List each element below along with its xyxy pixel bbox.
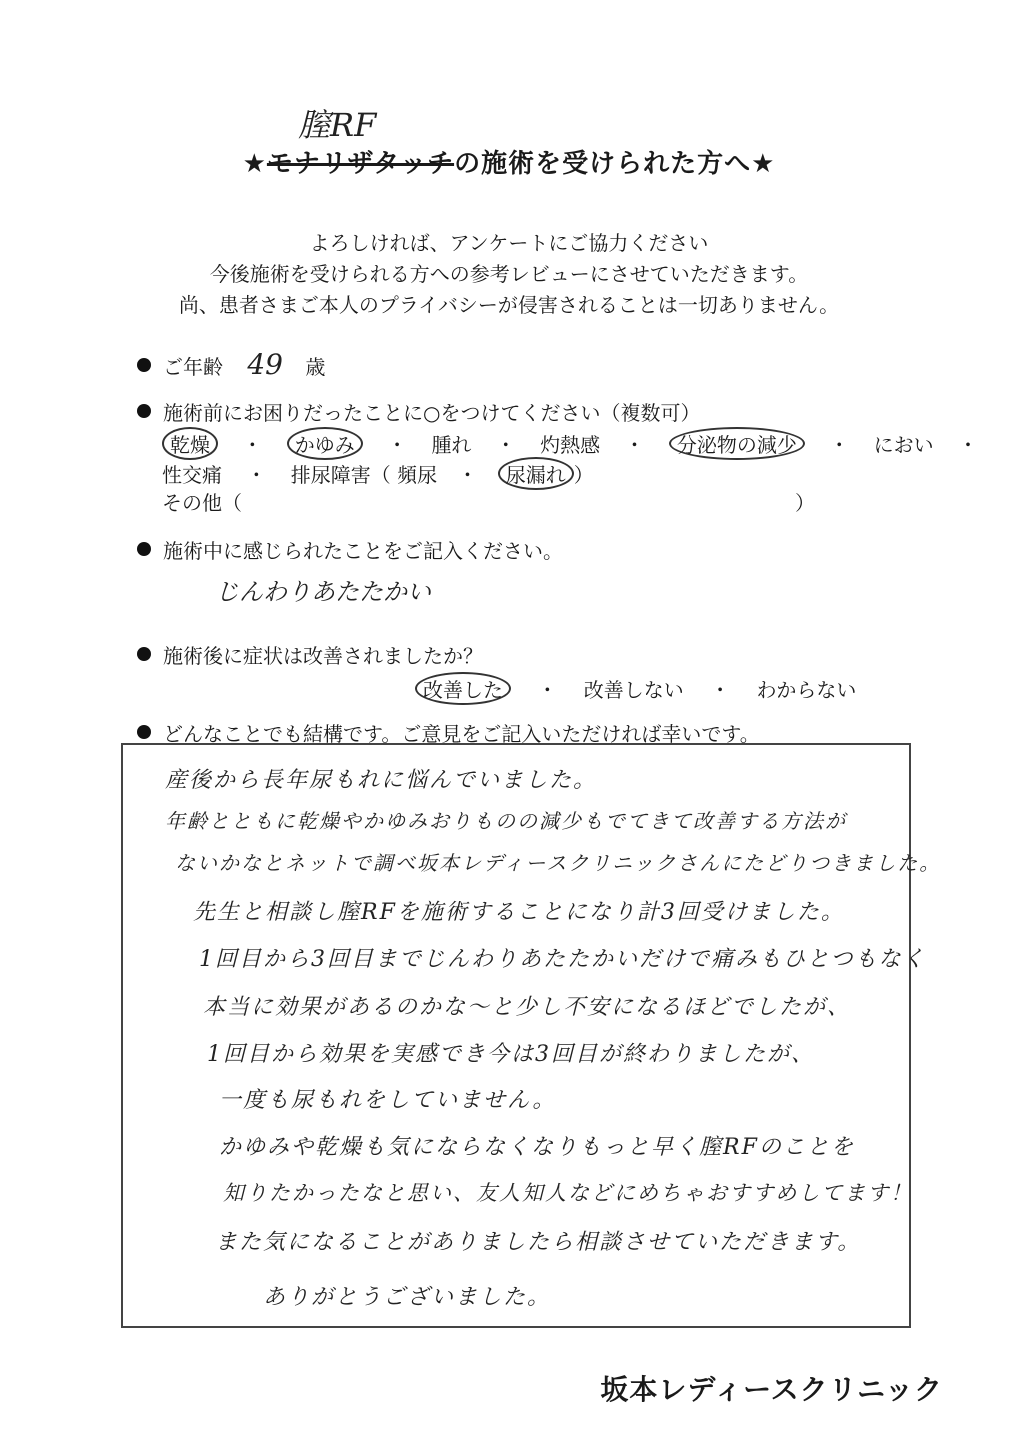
option-swelling: 腫れ [431, 433, 472, 457]
during-answer: じんわりあたたかい [215, 578, 431, 606]
paren-close: ） [573, 463, 594, 487]
separator: ・ [242, 433, 263, 457]
separator: ・ [624, 433, 645, 457]
star-icon: ★ [751, 149, 776, 179]
age-label: ご年齢 [163, 355, 223, 379]
title-suffix: の施術を受けられた方へ [454, 149, 752, 179]
comment-line: かゆみや乾燥も気にならなくなりもっと早く膣RFのことを [219, 1135, 855, 1160]
bullet-icon [137, 725, 151, 739]
before-options-row-1 [162, 427, 978, 460]
option-incontinence: 尿漏れ [498, 457, 574, 490]
other-label: その他（ [162, 491, 242, 515]
option-unknown: わからない [756, 678, 857, 702]
separator: ・ [495, 433, 516, 457]
bullet-icon [137, 542, 151, 556]
option-dryness: 乾燥 [162, 427, 218, 460]
option-frequent-urination: 頻尿 [397, 463, 438, 487]
option-dyspareunia: 性交痛 [162, 463, 222, 487]
intro-line-2: 今後施術を受けられる方への参考レビューにさせていただきます。 [209, 262, 809, 286]
comment-line: 1回目から効果を実感でき今は3回目が終わりましたが、 [207, 1042, 815, 1067]
comment-line: 一度も尿もれをしていません。 [219, 1088, 557, 1113]
before-label: 施術前にお困りだったことに○をつけてください（複数可） [163, 401, 701, 425]
comment-line: 先生と相談し膣RFを施術することになり計3回受けました。 [193, 900, 845, 925]
comment-box [121, 743, 942, 1328]
after-label: 施術後に症状は改善されましたか？ [163, 644, 483, 668]
bullet-icon [137, 404, 151, 418]
separator: ・ [829, 433, 850, 457]
comment-line: 知りたかったなと思い、友人知人などにめちゃおすすめしてます！ [223, 1181, 914, 1205]
other-close: ） [795, 491, 815, 515]
option-odor: におい [873, 433, 934, 457]
question-age [137, 348, 325, 381]
page-title [0, 143, 1018, 180]
after-options [415, 672, 856, 705]
option-improved: 改善した [415, 672, 511, 705]
comment-line: 1回目から3回目までじんわりあたたかいだけで痛みもひとつもなく [199, 947, 927, 972]
question-during [137, 535, 563, 564]
age-unit: 歳 [305, 355, 326, 379]
clinic-name: 坂本レディースクリニック [600, 1373, 943, 1406]
option-discharge-decrease: 分泌物の減少 [669, 427, 805, 460]
handwritten-title: 膣RF [298, 106, 377, 144]
intro-line-3: 尚、患者さまご本人のプライバシーが侵害されることは一切ありません。 [178, 293, 840, 317]
separator: ・ [246, 463, 267, 487]
separator: ・ [457, 463, 478, 487]
comment-line: ないかなとネットで調べ坂本レディースクリニックさんにたどりつきました。 [175, 851, 942, 875]
question-before [137, 397, 700, 426]
struck-product-name: モナリザタッチ [266, 149, 455, 179]
comment-line: ありがとうございました。 [263, 1285, 552, 1310]
separator: ・ [710, 678, 731, 702]
separator: ・ [387, 433, 408, 457]
comment-line: また気になることがありましたら相談させていただきます。 [215, 1230, 862, 1255]
bullet-icon [137, 647, 151, 661]
comment-line: 本当に効果があるのかな～と少し不安になるほどでしたが、 [203, 995, 852, 1020]
before-other [162, 487, 242, 516]
option-itch: かゆみ [287, 427, 363, 460]
comment-line: 産後から長年尿もれに悩んでいました。 [165, 768, 598, 793]
bullet-icon [137, 358, 151, 372]
comment-line: 年齢とともに乾燥やかゆみおりものの減少もでてきて改善する方法が [165, 809, 847, 833]
separator: ・ [957, 433, 978, 457]
option-not-improved: 改善しない [583, 678, 684, 702]
option-urination-disorder: 排尿障害（ [290, 463, 391, 487]
question-after [137, 640, 483, 669]
comment-label: どんなことでも結構です。ご意見をご記入いただければ幸いです。 [163, 722, 760, 746]
before-options-row-2 [162, 457, 594, 490]
star-icon: ★ [242, 149, 267, 179]
intro-line-1: よろしければ、アンケートにご協力ください [309, 231, 709, 255]
age-value: 49 [247, 348, 283, 381]
option-burning: 灼熱感 [540, 433, 601, 457]
separator: ・ [537, 678, 558, 702]
during-label: 施術中に感じられたことをご記入ください。 [163, 539, 563, 563]
